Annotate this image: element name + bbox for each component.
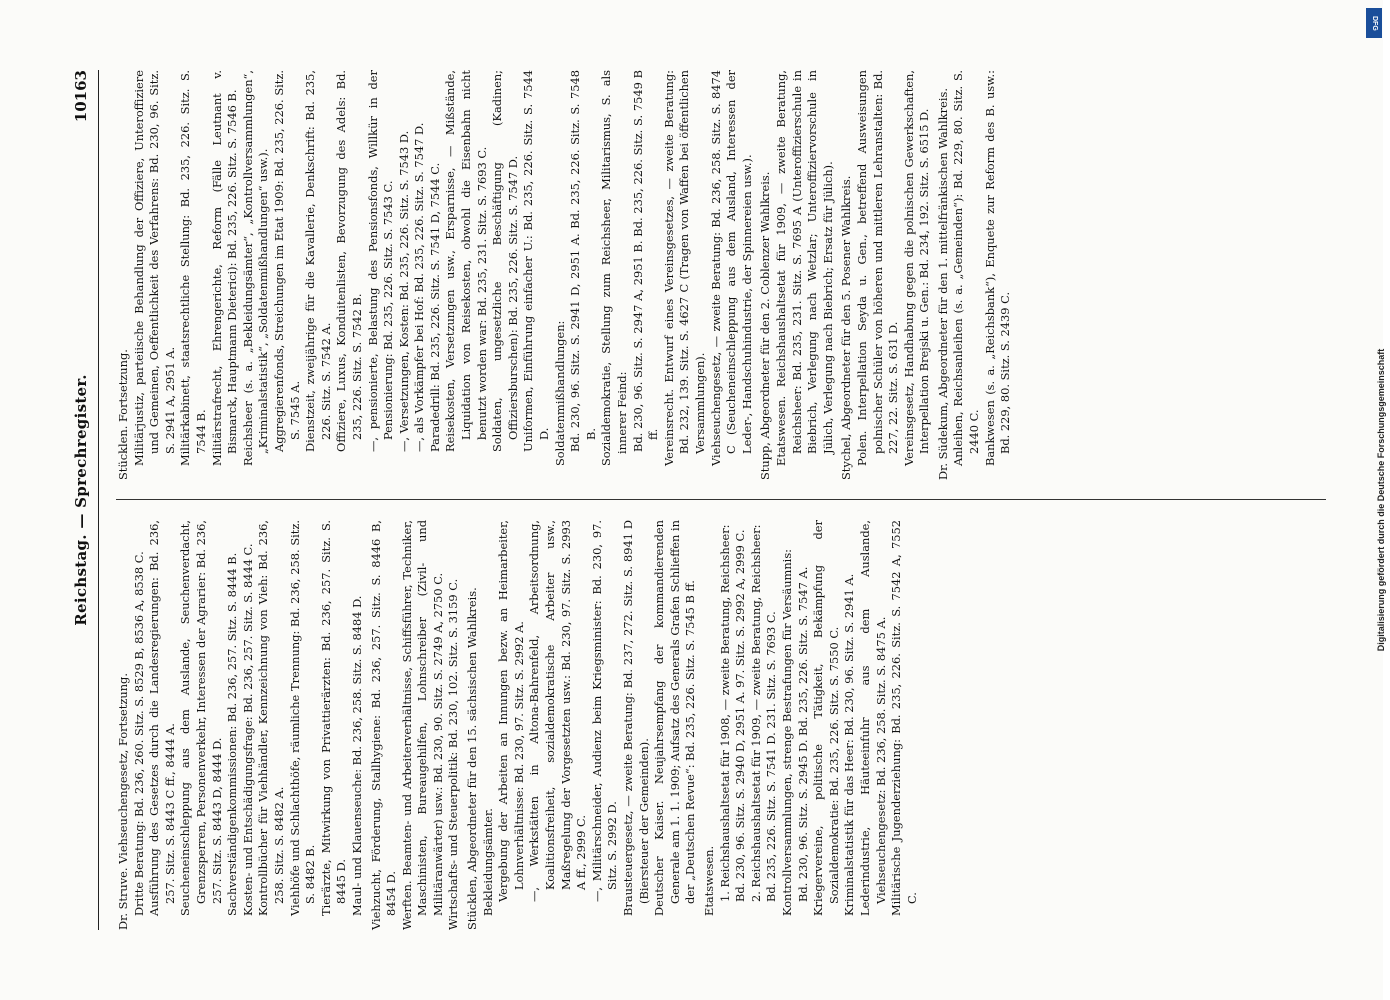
register-entry: Sachverständigenkommissionen: Bd. 236, 257. Sitz. S. 8444 B. — [225, 552, 240, 916]
register-entry: Deutscher Kaiser. Neujahrsempfang der kommandierenden Generale am 1. 1. 1909; Aufsatz des Generals Grafen Schlieffen in der „Deutschen Revue“: Bd. 235, 226. Sitz. S. 7545 B ff. — [652, 520, 698, 916]
register-entry: Reisekosten, Versetzungen usw., Ersparnisse, — Mißstände, Liquidation von Reisekosten, obwohl die Eisenbahn nicht benutzt worden war: Bd. 235, 231. Sitz. S. 7693 C. — [443, 70, 489, 452]
page-title: Reichstag. — Sprechregister. — [72, 374, 90, 626]
two-column-body — [116, 70, 1326, 930]
register-entry: Dienstzeit, zweijährige für die Kavallerie, Denkschrift: Bd. 235, 226. Sitz. S. 7542 A. — [303, 70, 333, 452]
register-entry: 2. Reichshaushaltsetat für 1909, — zweite Beratung, Reichsheer: — [748, 524, 763, 902]
register-entry: Bd. 230, 96. Sitz. S. 2940 D, 2951 A. 97. Sitz. S. 2992 A, 2999 C. — [733, 529, 748, 902]
register-entry: Ausführung des Gesetzes durch die Landesregierungen: Bd. 236, 257. Sitz. S. 8443 C ff., 8444 A. — [147, 520, 177, 916]
register-entry: Offiziere, Luxus, Konduitenlisten, Bevorzugung des Adels: Bd. 235, 226. Sitz. S. 7542 B. — [334, 70, 364, 452]
register-entry: Dritte Beratung: Bd. 236, 260. Sitz. S. 8529 B, 8536 A, 8538 C. — [131, 551, 146, 916]
right-column — [116, 70, 1326, 480]
register-entry: Kriminalstatistik für das Heer: Bd. 230, 96. Sitz. S. 2941 A. — [842, 573, 857, 916]
register-entry: Dr. Struve. Viehseuchengesetz, Fortsetzung. — [116, 673, 130, 930]
register-entry: Vergebung der Arbeiten an Innungen bezw. an Heimarbeiter, Lohnverhältnisse: Bd. 230, 97. Sitz. S. 2992 A. — [496, 520, 526, 902]
register-entry: Bd. 230, 96. Sitz. S. 2947 A, 2951 B. Bd. 235, 226. Sitz. S. 7549 B ff. — [630, 70, 661, 452]
register-entry: Kontrollversammlungen, strenge Bestrafungen für Versäumnis: — [779, 548, 794, 916]
register-entry: Viehzucht, Förderung, Stallhygiene: Bd. 236, 257. Sitz. S. 8446 B, 8454 D. — [368, 520, 399, 930]
dfg-logo: DFG — [1366, 8, 1382, 38]
register-entry: —, als Vorkämpfer bei Hof: Bd. 235, 226. Sitz. S. 7547 D. — [412, 122, 427, 452]
left-column — [116, 520, 1326, 930]
register-entry: Stupp, Abgeordneter für den 2. Coblenzer Wahlkreis. — [758, 171, 773, 480]
register-entry: Aggregierenfonds, Streichungen im Etat 1909: Bd. 235, 226. Sitz. S. 7545 A. — [271, 70, 302, 452]
register-entry: Bekleidungsämter. — [480, 808, 495, 916]
register-entry: Vereinsrecht. Entwurf eines Vereinsgesetzes, — zweite Beratung: Bd. 232, 139. Sitz. S. 4627 C (Tragen von Waffen bei öffentlichen Versammlungen). — [661, 70, 707, 466]
register-entry: Wirtschafts- und Steuerpolitik: Bd. 230, 102. Sitz. S. 3159 C. — [446, 578, 461, 930]
register-entry: Bd. 230, 96. Sitz. S. 2941 D, 2951 A. Bd. 235, 226. Sitz. S. 7548 B. — [568, 70, 598, 452]
register-entry: Tierärzte, Mitwirkung von Privattierärzten: Bd. 236, 257. Sitz. S. 8445 D. — [318, 520, 349, 916]
register-entry: Kosten- und Entschädigungsfrage: Bd. 236, 257. Sitz. S. 8444 C. — [240, 543, 255, 916]
register-entry: Brausteuergesetz, — zweite Beratung: Bd. 237, 272. Sitz. S. 8941 D (Biersteuer der Gemeinden). — [621, 520, 651, 916]
register-entry: Vereinsgesetz, Handhabung gegen die polnischen Gewerkschaften, Interpellation Brejski u. Gen.: Bd. 234, 192. Sitz. S. 6515 D. — [901, 70, 932, 466]
register-entry: Maul- und Klauenseuche: Bd. 236, 258. Sitz. S. 8484 D. — [349, 595, 364, 916]
register-entry: Soldaten, ungesetzliche Beschäftigung (Kadinen; Offiziersburschen): Bd. 235, 226. Sitz. S. 7547 D. — [490, 70, 520, 452]
page-number: 10163 — [72, 70, 90, 123]
register-entry: Kriegervereine, politische Tätigkeit, Bekämpfung der Sozialdemokratie: Bd. 235, 226. Sitz. S. 7550 C. — [811, 520, 841, 916]
register-entry: Etatswesen. — [701, 845, 716, 916]
register-entry: Seucheneinschleppung aus dem Auslande, Seuchenverdacht, Grenzsperren, Personenverkehr, Interessen der Agrarier: Bd. 236, 257. Sitz. S. 8443 D, 8444 D. — [178, 520, 224, 916]
register-entry: Dr. Südekum, Abgeordneter für den 1. mittelfränkischen Wahlkreis. — [935, 88, 950, 480]
register-entry: Kontrollbücher für Viehhändler, Kennzeichnung von Vieh: Bd. 236, 258. Sitz. S. 8482 A. — [256, 520, 286, 916]
register-entry: 1. Reichshaushaltsetat für 1908, — zweite Beratung, Reichsheer: — [717, 524, 732, 902]
register-entry: Militärische Jugenderziehung: Bd. 235, 226. Sitz. S. 7542 A, 7552 C. — [889, 520, 919, 916]
register-entry: Soldatenmißhandlungen: — [552, 320, 567, 466]
register-entry: Polen. Interpellation Seyda u. Gen., betreffend Ausweisungen polnischer Schüler von höheren und mittleren Lehranstalten: Bd. 227, 22. Sitz. S. 631 D. — [854, 70, 901, 466]
register-entry: Werften. Beamten- und Arbeiterverhältnisse, Schiffsführer, Techniker, Maschinisten, Bureaugehilfen, Lohnschreiber (Zivil- und Militäranwärter) usw.: Bd. 230, 90. Sitz. S. 2749 A, 2750 C. — [399, 520, 445, 930]
register-entry: —, Werkstätten in Altona-Bahrenfeld, Arbeitsordnung, Koalitionsfreiheit, sozialdemokratische Arbeiter usw., Maßregelung der Vorgesetzten usw.: Bd. 230, 97. Sitz. S. 2993 A ff., 2999 C. — [527, 520, 589, 902]
register-entry: Viehhöfe und Schlachthöfe, räumliche Trennung: Bd. 236, 258. Sitz. S. 8482 B. — [287, 520, 318, 916]
register-entry: Bankwesen (s. a. „Reichsbank“), Enquete zur Reform des B. usw.: Bd. 229, 80. Sitz. S. 2439 C. — [982, 70, 1013, 466]
register-entry: Sozialdemokratie, Stellung zum Reichsheer, Militarismus, S. als innerer Feind: — [599, 70, 629, 466]
register-entry: Bd. 235, 226. Sitz. S. 7541 D. 231. Sitz. S. 7693 C. — [764, 611, 779, 902]
register-entry: Militärstrafrecht, Ehrengerichte, Reform (Fälle Leutnant v. Bismarck, Hauptmann Dieterici): Bd. 235, 226. Sitz. S. 7546 B. — [209, 70, 240, 466]
register-entry: Lederindustrie, Häuteeinfuhr aus dem Auslande, Viehseuchengesetz: Bd. 236, 258. Sitz. S. 8475 A. — [857, 520, 888, 916]
register-entry: Etatswesen. Reichshaushaltsetat für 1909, — zweite Beratung, Reichsheer: Bd. 235, 231. Sitz. S. 7695 A (Unteroffizierschule in Biebrich, Verlegung nach Wetzlar; Unteroffiziervorschule in Jülich, Verlegung nach Biebrich; Ersatz für Jülich). — [773, 70, 835, 466]
column-divider — [116, 499, 1326, 500]
register-entry: Viehseuchengesetz, — zweite Beratung: Bd. 236, 258. Sitz. S. 8474 C (Seucheneinschleppung aus dem Ausland, Interessen der Leder-, Handschuhindustrie, der Spinnereien usw.). — [708, 70, 754, 466]
register-entry: Stychel, Abgeordneter für den 5. Posener Wahlkreis. — [839, 175, 854, 480]
digitization-note: Digitalisierung gefördert durch die Deutsche Forschungsgemeinschaft — [1376, 348, 1386, 652]
register-entry: Paradedrill: Bd. 235, 226. Sitz. S. 7541 D, 7544 C. — [427, 162, 442, 452]
register-entry: —, Militärschneider, Audienz beim Kriegsminister: Bd. 230, 97. Sitz. S. 2992 D. — [589, 520, 620, 902]
register-entry: Uniformen, Einführung einfacher U.: Bd. 235, 226. Sitz. S. 7544 D. — [521, 70, 552, 452]
register-entry: Stücklen, Abgeordneter für den 15. sächsischen Wahlkreis. — [465, 587, 480, 930]
register-entry: Militärkabinett, staatsrechtliche Stellung: Bd. 235, 226. Sitz. S. 7544 B. — [178, 70, 208, 466]
register-entry: Reichsheer (s. a. „Bekleidungsämter“, „Kontrollversammlungen“, „Kriminalstatistik“, „Soldatenmißhandlungen“ usw.). — [240, 70, 271, 466]
register-entry: Militärjustiz, parteiische Behandlung der Offiziere, Unteroffiziere und Gemeinen, Oeffentlichkeit des Verfahrens: Bd. 230, 96. Sitz. S. 2941 A, 2951 A. — [131, 70, 177, 466]
register-entry: Anleihen, Reichsanleihen (s. a. „Gemeinden“): Bd. 229, 80. Sitz. S. 2440 C. — [951, 70, 982, 466]
register-entry: Stücklen. Fortsetzung. — [116, 349, 130, 480]
register-page — [40, 40, 1340, 960]
rotated-page — [40, 40, 1340, 960]
register-entry: —, pensionierte, Belastung des Pensionsfonds, Willkür in der Pensionierung: Bd. 235, 226. Sitz. S. 7543 C. — [365, 70, 396, 452]
register-entry: —, Versetzungen, Kosten: Bd. 235, 226. Sitz. S. 7543 D. — [396, 130, 411, 452]
register-entry: Bd. 230, 96. Sitz. S. 2945 D. Bd. 235, 226. Sitz. S. 7547 A. — [795, 566, 810, 902]
running-header — [68, 70, 99, 930]
